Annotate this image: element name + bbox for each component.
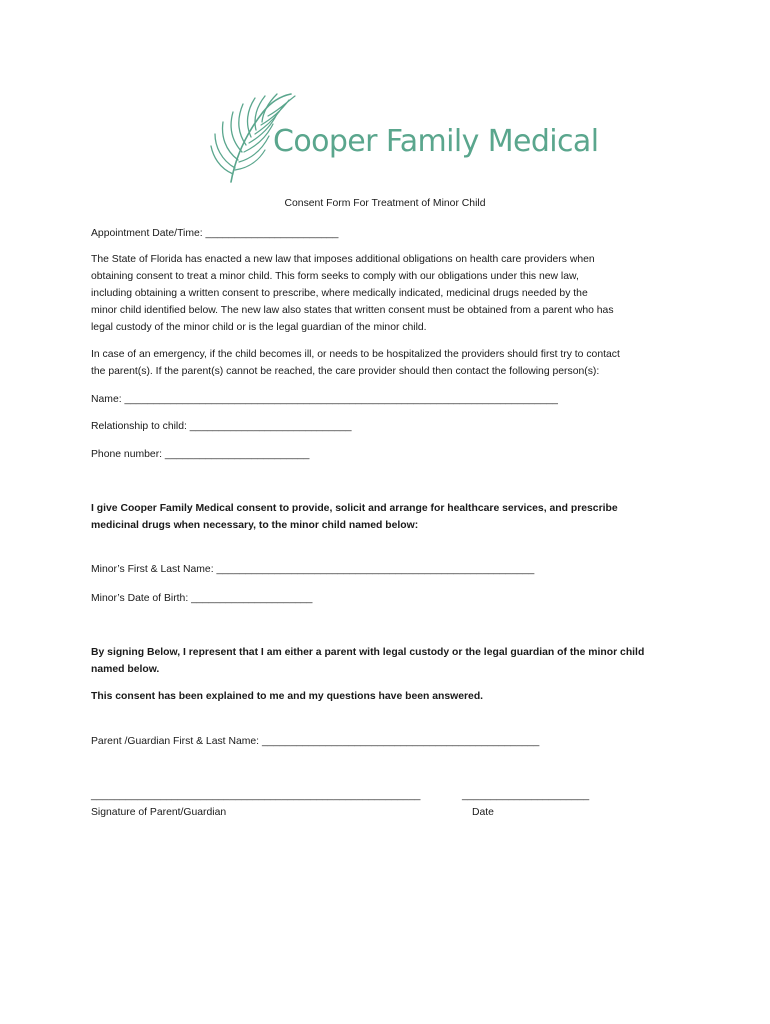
cooper-family-medical-logo xyxy=(205,90,599,190)
logo-text: Cooper Family Medical xyxy=(273,124,599,159)
emergency-line: In case of an emergency, if the child becomes ill, or needs to be hospitalized the providers should first try to contact xyxy=(91,349,620,360)
emergency-line: the parent(s). If the parent(s) cannot be reached, the care provider should then contact the following person(s): xyxy=(91,366,600,377)
representation-line: named below. xyxy=(91,664,160,675)
intro-line: minor child identified below. The new law also states that written consent must be obtained from a parent who has xyxy=(91,305,614,316)
signature-label: Signature of Parent/Guardian xyxy=(91,807,227,818)
explained-statement: This consent has been explained to me and my questions have been answered. xyxy=(91,691,484,702)
minor-name-field[interactable]: Minor’s First & Last Name: _______________________________________________________ xyxy=(91,564,535,575)
minor-dob-field[interactable]: Minor’s Date of Birth: _____________________ xyxy=(91,593,313,604)
signature-line[interactable]: _________________________________________________________ xyxy=(91,790,421,801)
intro-line: obtaining consent to treat a minor child. This form seeks to comply with our obligations under this new law, xyxy=(91,271,579,282)
form-title: Consent Form For Treatment of Minor Child xyxy=(284,198,486,209)
contact-name-field[interactable]: Name: ___________________________________________________________________________ xyxy=(91,394,558,405)
intro-line: legal custody of the minor child or is the legal guardian of the minor child. xyxy=(91,322,427,333)
consent-line: I give Cooper Family Medical consent to provide, solicit and arrange for healthcare services, and prescribe xyxy=(91,503,618,514)
parent-name-field[interactable]: Parent /Guardian First & Last Name: ________________________________________________ xyxy=(91,736,540,747)
consent-line: medicinal drugs when necessary, to the minor child named below: xyxy=(91,520,419,531)
intro-line: including obtaining a written consent to prescribe, where medically indicated, medicinal drugs needed by the xyxy=(91,288,588,299)
contact-relationship-field[interactable]: Relationship to child: ____________________________ xyxy=(91,421,352,432)
date-label: Date xyxy=(472,807,494,818)
contact-phone-field[interactable]: Phone number: _________________________ xyxy=(91,449,310,460)
intro-line: The State of Florida has enacted a new law that imposes additional obligations on health care providers when xyxy=(91,254,595,265)
date-line[interactable]: ______________________ xyxy=(462,790,590,801)
appointment-datetime-field[interactable]: Appointment Date/Time: _______________________ xyxy=(91,228,339,239)
representation-line: By signing Below, I represent that I am either a parent with legal custody or the legal guardian of the minor child xyxy=(91,647,645,658)
